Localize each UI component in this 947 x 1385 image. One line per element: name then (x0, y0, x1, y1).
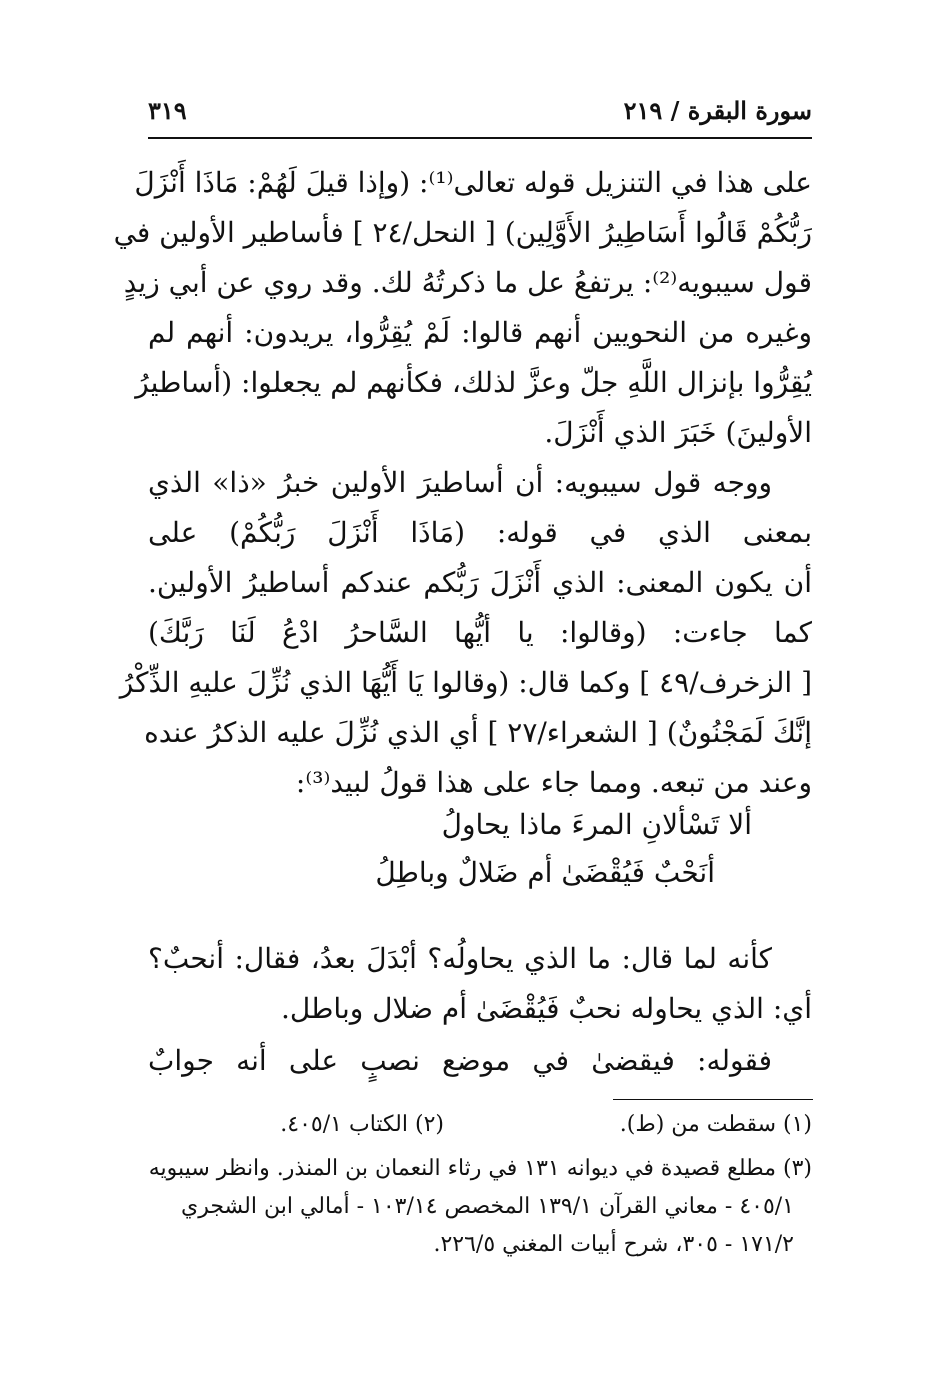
running-header (148, 92, 812, 132)
footnote-rule (613, 1099, 813, 1100)
footnote-row (148, 1112, 812, 1150)
text-line: كأنه لما قال: ما الذي يحاولُه؟ أبْدَلَ بعدُ، فقال: أنحبٌ؟ (148, 942, 772, 975)
paragraph-4 (148, 1036, 812, 1086)
text-line: يُقِرُّوا بإنزال اللَّهِ جلّ وعزَّ لذلك، فكأنهم لم يجعلوا: (أساطيرُ (135, 366, 812, 399)
footnotes (148, 1112, 812, 1264)
text-line: إنَّكَ لَمَجْنُونٌ) [ الشعراء/٢٧ ] أي الذي نُزِّلَ عليه الذكرُ عنده (144, 716, 812, 749)
paragraph-3 (148, 934, 812, 1034)
text-line: رَبُّكُمْ قَالُوا أَسَاطِيرُ الأَوَّلِين) [ النحل/٢٤ ] فأساطير الأولين في (113, 216, 812, 249)
text-line: كما جاءت: (وقالوا: يا أيُّها السَّاحرُ ادْعُ لَنَا رَبَّكَ) (148, 616, 812, 649)
text-line: أي: الذي يحاوله نحبٌ فَيُقْضَىٰ أم ضلال وباطل. (281, 992, 812, 1025)
footnote-1: (١) سقطت من (ط). (619, 1112, 812, 1137)
chapter-title: سورة البقرة / ٢١٩ (623, 96, 812, 125)
text-line: [ الزخرف/٤٩ ] وكما قال: (وقالوا يَا أَيُّهَا الذي نُزِّلَ عليهِ الذِّكْرُ (119, 666, 812, 699)
page-number: ٣١٩ (148, 96, 187, 125)
verse-line-2: أنَحْبٌ فَيُقْضَىٰ أم ضَلالٌ وباطِلُ (375, 856, 715, 889)
text-line: وغيره من النحويين أنهم قالوا: لَمْ يُقِرُّوا، يريدون: أنهم لم (148, 316, 812, 349)
text-line: قول سيبويه⁽²⁾: يرتفعُ عل ما ذكرتُهُ لك. وقد روي عن أبي زيدٍ (123, 266, 812, 299)
paragraph-2 (119, 458, 812, 808)
footnote-3-line: ١٧١/٢ - ٣٠٥، شرح أبيات المغني ٢٢٦/٥. (433, 1232, 794, 1257)
text-line: ووجه قول سيبويه: أن أساطيرَ الأولين خبرُ «ذا» الذي (148, 466, 772, 499)
text-line: أن يكون المعنى: الذي أَنْزَلَ رَبُّكم عندكم أساطيرُ الأولين. (148, 566, 812, 599)
text-line: وعند من تبعه. ومما جاء على هذا قولُ لبيد⁽³⁾: (295, 766, 812, 799)
text-line: فقوله: فيقضىٰ في موضع نصبٍ على أنه جوابٌ (148, 1044, 772, 1077)
footnote-2: (٢) الكتاب ٤٠٥/١. (280, 1112, 444, 1137)
text-line: على هذا في التنزيل قوله تعالى⁽¹⁾: (وإذا قيلَ لَهُمْ: مَاذَا أَنْزَلَ (134, 166, 812, 199)
text-line: الأولينَ) خَبَرَ الذي أَنْزَلَ. (544, 416, 812, 449)
verse-line-1: ألا تَسْألانِ المرءَ ماذا يحاولُ (441, 808, 752, 841)
footnote-3-line: (٣) مطلع قصيدة في ديوانه ١٣١ في رثاء النعمان بن المنذر. وانظر سيبويه (148, 1156, 812, 1181)
footnote-3-line: ٤٠٥/١ - معاني القرآن ١٣٩/١ المخصص ١٠٣/١٤ - أمالي ابن الشجري (181, 1194, 794, 1219)
text-line: بمعنى الذي في قوله: (مَاذَا أَنْزَلَ رَبُّكُمْ) على (148, 516, 812, 549)
paragraph-1 (113, 158, 812, 458)
header-rule (148, 137, 812, 139)
